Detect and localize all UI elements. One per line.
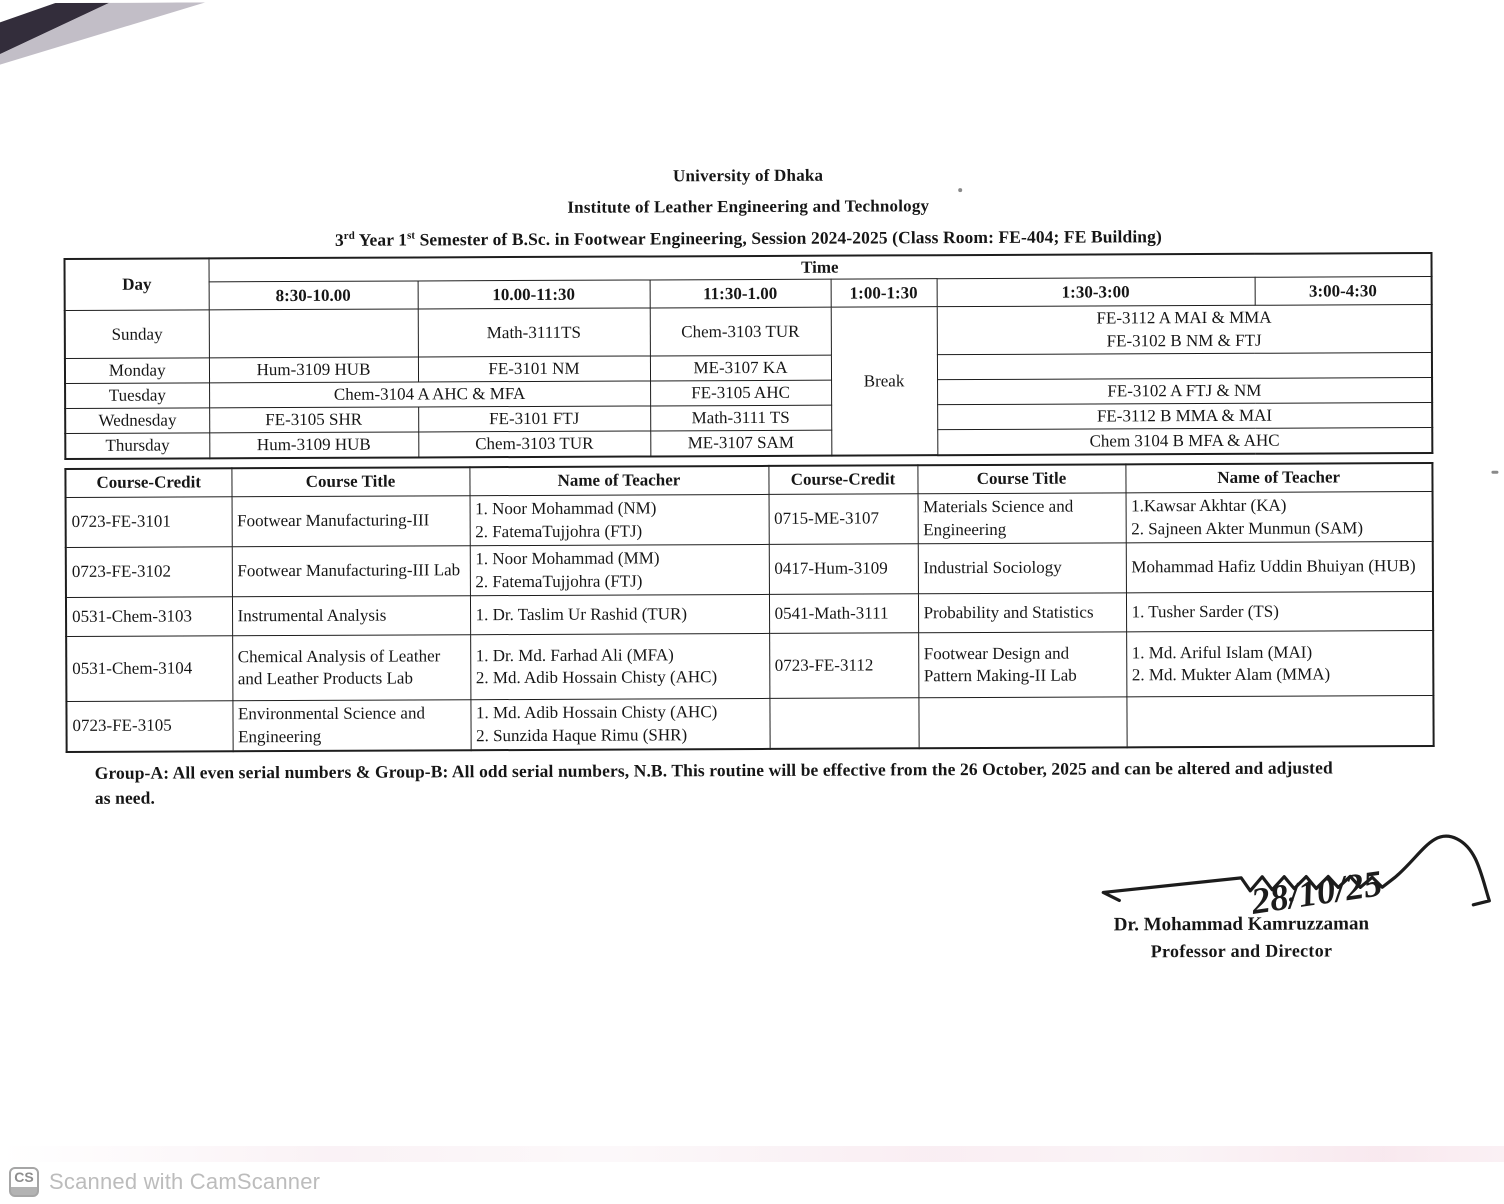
tt-day: Sunday [65, 310, 209, 359]
ct-row-4 [66, 631, 1433, 702]
ordinal-sup: rd [343, 229, 355, 242]
group-note: Group-A: All even serial numbers & Group-B: All odd serial numbers, N.B. This routine will be effective from the 26 October, 2025 and can be altered and adjusted as need. [94, 757, 1333, 808]
ct-row-3 [66, 592, 1433, 637]
ct-title: Footwear Design and Pattern Making-II Lab [918, 632, 1126, 698]
tt-cell: ME-3107 SAM [650, 430, 831, 456]
signatory-title: Professor and Director [1150, 940, 1333, 962]
ct-credit: 0723-FE-3102 [66, 547, 232, 598]
tt-slot: 10.00-11:30 [418, 280, 650, 309]
signatory-name: Dr. Mohammad Kamruzzaman [1113, 913, 1370, 936]
tt-slot: 1:30-3:00 [937, 277, 1255, 306]
ct-header: Course Title [231, 467, 469, 497]
tt-day-header: Day [64, 258, 208, 310]
ct-teachers [470, 698, 769, 750]
ct-credit: 0723-FE-3105 [66, 701, 232, 752]
camscanner-icon: CS [9, 1167, 39, 1197]
tt-slot: 3:00-4:30 [1255, 277, 1432, 306]
tt-cell: FE-3101 FTJ [418, 406, 650, 432]
ct-credit: 0723-FE-3112 [769, 633, 918, 699]
ct-credit [769, 698, 918, 749]
ct-credit: 0531-Chem-3104 [66, 636, 232, 702]
semester-part: Year 1 [354, 229, 408, 250]
ct-teacher-line: 1. Tusher Sarder (TS) [1131, 601, 1279, 622]
ct-teacher-line: 1. Dr. Taslim Ur Rashid (TUR) [475, 604, 688, 624]
ct-title: Environmental Science and Engineering [232, 700, 470, 752]
tt-time-header: Time [208, 253, 1431, 282]
ct-teacher-line: 1. Noor Mohammad (MM) [475, 548, 660, 569]
routine-timetable [63, 252, 1433, 460]
tt-day: Thursday [65, 433, 209, 459]
ct-teacher-line: 1. Md. Ariful Islam (MAI) [1131, 642, 1313, 662]
ct-teacher-line: 2. Md. Mukter Alam (MMA) [1131, 664, 1331, 685]
ct-teacher-line: Mohammad Hafiz Uddin Bhuiyan (HUB) [1131, 556, 1416, 577]
tt-slot: 11:30-1.00 [650, 279, 831, 308]
ct-header: Course Title [917, 464, 1125, 493]
tt-cell: Math-3111 TS [650, 405, 831, 431]
tt-cell: Chem-3103 TUR [650, 307, 831, 356]
ct-teacher-line: 1.Kawsar Akhtar (KA) [1131, 495, 1287, 516]
ct-credit: 0541-Math-3111 [769, 594, 918, 634]
ct-title: Probability and Statistics [918, 593, 1126, 633]
ct-credit: 0715-ME-3107 [769, 494, 918, 545]
ct-teachers [1126, 542, 1433, 593]
ct-teacher-line: 1. Noor Mohammad (NM) [475, 498, 657, 519]
tt-cell: Hum-3109 HUB [209, 432, 418, 458]
semester-part: 3 [334, 229, 344, 250]
scan-corner-artifact [0, 2, 228, 123]
tt-row-sunday [65, 305, 1432, 359]
scan-noise-band [0, 1146, 1504, 1162]
ct-teachers [1126, 592, 1433, 632]
tt-day: Tuesday [65, 383, 209, 409]
ct-teachers [1126, 696, 1433, 748]
ct-teacher-line: 2. Sajneen Akter Munmun (SAM) [1131, 517, 1364, 538]
institute-title: Institute of Leather Engineering and Technology [567, 196, 930, 217]
tt-cell-afternoon: Chem 3104 B MFA & AHC [937, 428, 1432, 456]
ct-title [918, 697, 1126, 748]
tt-cell: Math-3111TS [418, 308, 650, 357]
tt-day: Monday [65, 358, 209, 384]
tt-slot: 8:30-10.00 [209, 281, 418, 310]
tt-cell-afternoon: FE-3112 B MMA & MAI [937, 403, 1432, 430]
tt-break-cell: Break [831, 307, 938, 456]
ordinal-sup: st [407, 229, 416, 242]
ct-teacher-line: 2. FatemaTujjohra (FTJ) [475, 520, 643, 541]
ct-teachers [470, 594, 769, 634]
ct-teachers [470, 494, 769, 545]
ct-row-2 [66, 542, 1433, 598]
tt-slot: 1:00-1:30 [831, 279, 937, 307]
ct-teachers [1126, 631, 1433, 697]
ct-title: Chemical Analysis of Leather and Leather Products Lab [232, 635, 470, 701]
tt-cell-afternoon [937, 305, 1432, 355]
ct-credit: 0723-FE-3101 [66, 497, 232, 548]
ct-header: Name of Teacher [469, 466, 768, 496]
tt-cell-line: FE-3102 B NM & FTJ [1106, 330, 1262, 350]
ct-teachers [470, 544, 769, 595]
semester-title [63, 225, 1433, 252]
ct-teacher-line: 2. Md. Adib Hossain Chisty (AHC) [475, 667, 718, 688]
tt-row-thursday [65, 428, 1432, 459]
tt-cell: FE-3105 AHC [650, 380, 831, 406]
tt-cell: FE-3105 SHR [209, 407, 418, 433]
tt-cell: Hum-3109 HUB [209, 357, 418, 383]
tt-cell-line: FE-3112 A MAI & MMA [1096, 307, 1272, 328]
tt-cell-afternoon [937, 353, 1432, 380]
ct-credit: 0531-Chem-3103 [66, 597, 232, 637]
ct-teacher-line: 2. Sunzida Haque Rimu (SHR) [476, 724, 688, 745]
ct-title: Industrial Sociology [918, 543, 1126, 594]
semester-part: Semester of B.Sc. in Footwear Engineering, Session 2024-2025 (Class Room: FE-404; FE Building) [415, 226, 1162, 250]
course-table [64, 462, 1434, 753]
ct-teachers [1126, 492, 1433, 543]
ct-header: Name of Teacher [1125, 463, 1432, 493]
ct-teacher-line: 2. FatemaTujjohra (FTJ) [475, 570, 643, 591]
tt-cell: Chem-3103 TUR [418, 431, 650, 458]
document-header [63, 163, 1433, 252]
ct-teacher-line: 1. Dr. Md. Farhad Ali (MFA) [475, 644, 674, 665]
tt-cell [209, 309, 418, 358]
tt-cell: ME-3107 KA [650, 355, 831, 381]
ct-row-5 [66, 696, 1433, 752]
university-title: University of Dhaka [672, 165, 824, 186]
ct-credit: 0417-Hum-3109 [769, 544, 918, 595]
tt-cell-afternoon: FE-3102 A FTJ & NM [937, 378, 1432, 405]
ct-header: Course-Credit [768, 465, 917, 494]
ct-row-1 [66, 492, 1433, 548]
tt-day: Wednesday [65, 408, 209, 434]
camscanner-watermark: Scanned with CamScanner [49, 1169, 321, 1194]
signatory-block [1031, 913, 1451, 963]
ct-title: Footwear Manufacturing-III Lab [232, 546, 470, 597]
tt-cell-merged: Chem-3104 A AHC & MFA [209, 381, 650, 408]
ct-teacher-line: 1. Md. Adib Hossain Chisty (AHC) [475, 702, 718, 723]
tt-cell: FE-3101 NM [418, 356, 650, 382]
ct-title: Instrumental Analysis [232, 596, 470, 636]
ct-title: Footwear Manufacturing-III [232, 496, 470, 547]
ct-teachers [470, 633, 769, 699]
signature-date: 28/10/25 [1248, 863, 1385, 923]
ct-title: Materials Science and Engineering [918, 493, 1126, 544]
ct-header: Course-Credit [65, 468, 231, 497]
edge-mark [1491, 471, 1498, 474]
